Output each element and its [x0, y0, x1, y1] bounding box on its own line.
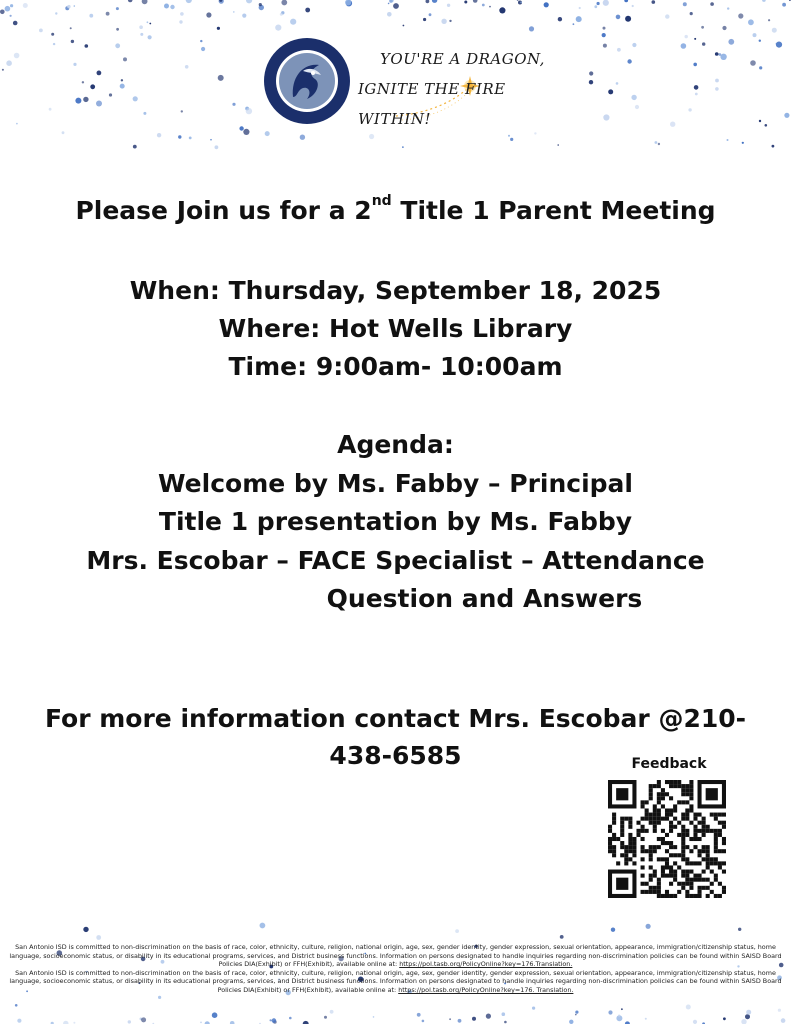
- notice-paragraph-1: [4, 943, 787, 969]
- tagline-line-2: IGNITE THE FIRE WITHIN!: [358, 80, 506, 128]
- agenda-title: Agenda:: [337, 430, 454, 459]
- meeting-date: When: Thursday, September 18, 2025: [129, 276, 662, 305]
- headline-text: Please Join us for a 2: [75, 196, 372, 225]
- meeting-details: [0, 272, 791, 386]
- nondiscrimination-notice: [4, 943, 787, 995]
- meeting-headline: [0, 193, 791, 225]
- agenda-item: Welcome by Ms. Fabby – Principal: [158, 468, 633, 498]
- headline-text-end: Title 1 Parent Meeting: [391, 196, 716, 225]
- qr-code-icon[interactable]: [608, 780, 726, 898]
- tagline-line-1: YOU'RE A DRAGON,: [380, 50, 545, 68]
- meeting-time: Time: 9:00am- 10:00am: [228, 352, 563, 381]
- agenda-item: Mrs. Escobar – FACE Specialist – Attendance: [86, 545, 705, 575]
- notice-paragraph-2: [4, 969, 787, 995]
- notice-text-1: San Antonio ISD is committed to non-discrimination on the basis of race, color, ethnicity, culture, religion, national origin, age, sex, gender identity, gender expression, sexual orientation, appearance, immigration/citizenship status, home language, socioeconomic status, or disability in its educational programs, services, and District business functions. Information on persons designated to handle inquiries regarding non-discrimination policies can be found within SAISD Board Policies DIA(Exhibit) or FFH(Exhibit), available online at:: [9, 943, 782, 969]
- school-tagline: [358, 44, 568, 134]
- notice-text-2: San Antonio ISD is committed to non-discrimination on the basis of race, color, ethnicity, culture, religion, national origin, age, sex, gender identity, gender expression, sexual orientation, appearance, immigration/citizenship status, home language, socioeconomic status, or disability in its educational programs, services, and District business functions. Information on persons designated to handle inquiries regarding non-discrimination policies can be found within SAISD Board Policies DIA(Exhibit) or FFH(Exhibit), available online at:: [9, 968, 782, 994]
- contact-line-2: 438-6585: [329, 741, 462, 770]
- headline-superscript: nd: [371, 193, 392, 209]
- agenda-item: Title 1 presentation by Ms. Fabby: [158, 507, 633, 536]
- agenda-section: [0, 426, 791, 619]
- meeting-location: Where: Hot Wells Library: [218, 314, 573, 343]
- contact-line-1: For more information contact Mrs. Escobar @210-: [44, 704, 747, 733]
- feedback-label: Feedback: [631, 756, 707, 772]
- dragon-shield-logo-icon: [263, 37, 351, 125]
- policy-link-1[interactable]: https://pol.tasb.org/PolicyOnline?key=176.Translation.: [399, 960, 573, 969]
- agenda-item: Question and Answers: [326, 584, 643, 613]
- policy-link-2[interactable]: https://pol.tasb.org/PolicyOnline?key=176. Translation.: [398, 985, 574, 994]
